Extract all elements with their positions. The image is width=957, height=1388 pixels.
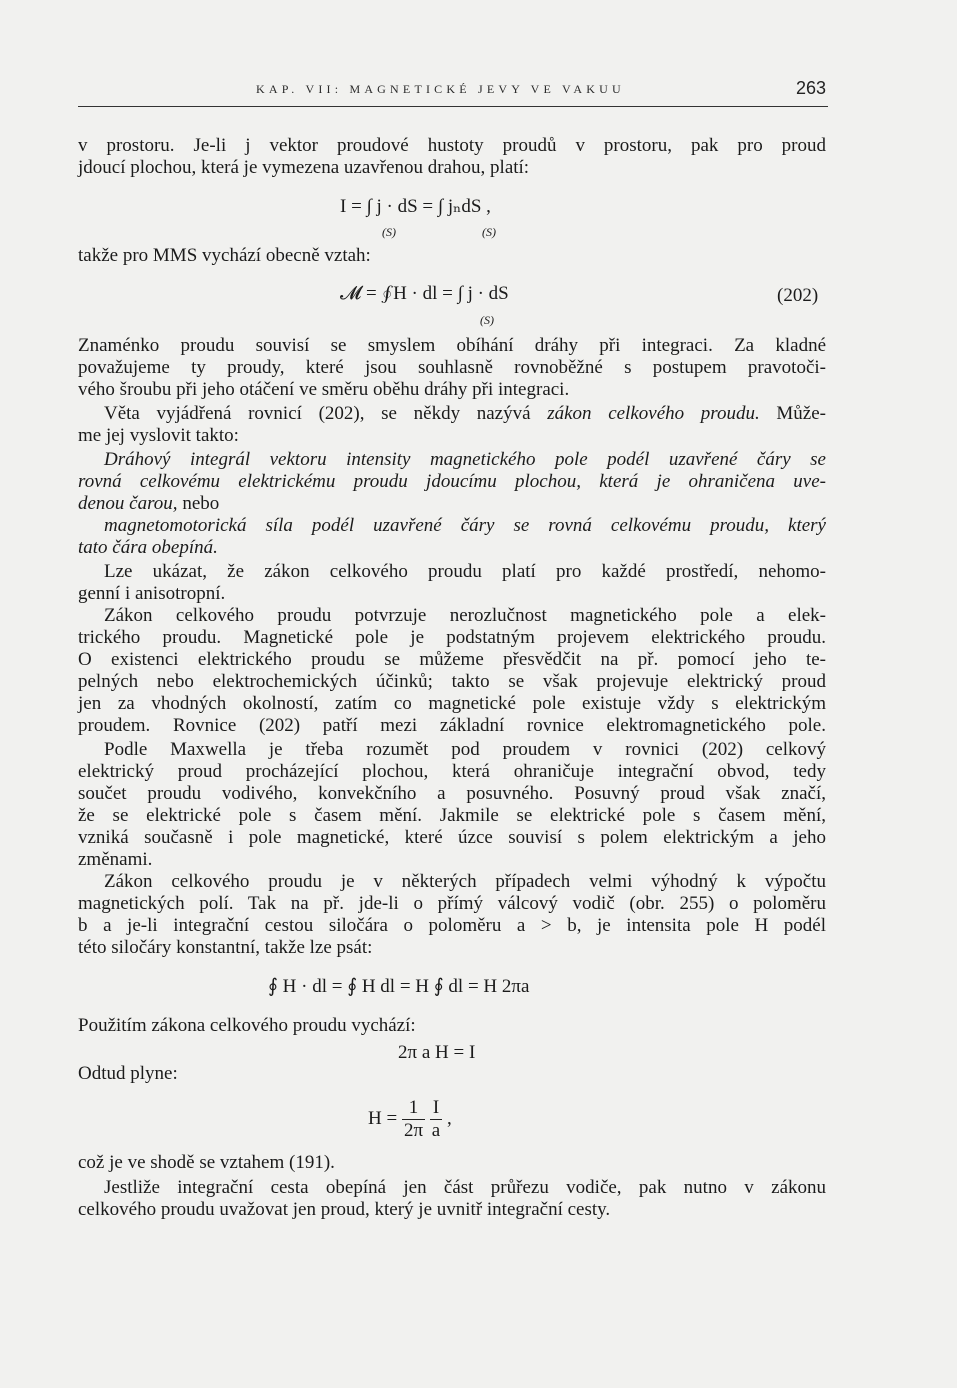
equation-subscript: (S) xyxy=(480,313,494,327)
text-line: vého šroubu při jeho otáčení ve směru oběhu dráhy při integraci. xyxy=(78,379,570,400)
text-line: magnetických polí. Tak na př. jde-li o přímý válcový vodič (obr. 255) o poloměru xyxy=(78,893,826,914)
equation-lhs: H = xyxy=(368,1107,398,1129)
equation-field-strength xyxy=(368,1097,452,1142)
text-span: nebo xyxy=(177,493,220,514)
equation-current-surface: I = ∫ j · dS = ∫ jₙdS , xyxy=(340,196,491,217)
text-line: jen za vhodných okolností, zatím co magnetické pole existuje vždy s elektrickým xyxy=(78,693,826,714)
numerator: 1 xyxy=(402,1097,425,1120)
fraction xyxy=(430,1097,442,1142)
text-line: součet proudu vodivého, konvekčního a posuvného. Posuvný proud však značí, xyxy=(78,783,826,804)
text-line: vzniká současně i pole magnetické, které úzce souvisí s polem elektrickým a jeho xyxy=(78,827,826,848)
page-header xyxy=(78,78,828,107)
text-line: Podle Maxwella je třeba rozumět pod proudem v rovnici (202) celkový xyxy=(104,739,826,760)
text-line: jdoucí plochou, která je vymezena uzavřenou drahou, platí: xyxy=(78,157,530,178)
equation-subscript: (S) xyxy=(382,225,396,239)
text-line: považujeme ty proudy, které jsou souhlasně rovnoběžné s postupem pravotoči- xyxy=(78,357,826,378)
text-line: Zákon celkového proudu potvrzuje nerozlučnost magnetického pole a elek- xyxy=(104,605,826,626)
equation-punctuation: , xyxy=(446,1107,452,1129)
denominator: a xyxy=(431,1120,441,1141)
law-statement: Dráhový integrál vektoru intensity magnetického pole podél uzavřené čáry se xyxy=(104,449,826,470)
text-line: trického proudu. Magnetické pole je podstatným projevem elektrického proudu. xyxy=(78,627,826,648)
numerator: I xyxy=(430,1097,442,1120)
text-line: Znaménko proudu souvisí se smyslem obíhání dráhy při integraci. Za kladné xyxy=(78,335,826,356)
running-head: KAP. VII: MAGNETICKÉ JEVY VE VAKUU xyxy=(256,82,625,96)
text-line: Jestliže integrační cesta obepíná jen část průřezu vodiče, pak nutno v zákonu xyxy=(104,1177,826,1198)
law-statement: denou čarou, xyxy=(78,493,178,514)
equation-202: 𝓜 = ∮H · dl = ∫ j · dS xyxy=(340,283,509,304)
text-line: me jej vyslovit takto: xyxy=(78,425,239,446)
text-line: pelných nebo elektrochemických účinků; takto se však projevuje elektrický proud xyxy=(78,671,826,692)
text-span: Může- xyxy=(759,403,826,424)
fraction xyxy=(402,1097,425,1142)
text-line: proudem. Rovnice (202) patří mezi základní rovnice elektromagnetického pole. xyxy=(78,715,826,736)
text-line xyxy=(104,403,826,424)
equation-subscript: (S) xyxy=(482,225,496,239)
text-line: Odtud plyne: xyxy=(78,1063,178,1084)
text-line: změnami. xyxy=(78,849,153,870)
text-line: že se elektrické pole s časem mění. Jakmile se elektrické pole s časem mění, xyxy=(78,805,826,826)
text-line: této siločáry konstantní, takže lze psát: xyxy=(78,937,373,958)
denominator: 2π xyxy=(403,1120,424,1141)
text-line: Použitím zákona celkového proudu vychází: xyxy=(78,1015,416,1036)
text-line: v prostoru. Je-li j vektor proudové hustoty proudů v prostoru, pak pro proud xyxy=(78,135,826,156)
text-line: genní i anisotropní. xyxy=(78,583,226,604)
text-line xyxy=(78,493,826,514)
law-statement: magnetomotorická síla podél uzavřené čáry se rovná celkovému proudu, který xyxy=(104,515,826,536)
text-line: takže pro MMS vychází obecně vztah: xyxy=(78,245,371,266)
text-line: b a je-li integrační cestou siločára o poloměru a > b, je intensita pole H podél xyxy=(78,915,826,936)
page-number: 263 xyxy=(795,78,826,98)
text-line: O existenci elektrického proudu se můžeme přesvědčit na př. pomocí jeho te- xyxy=(78,649,826,670)
text-line: elektrický proud procházející plochou, která ohraničuje integrační obvod, tedy xyxy=(78,761,826,782)
text-line: Lze ukázat, že zákon celkového proudu platí pro každé prostředí, nehomo- xyxy=(104,561,826,582)
law-name: zákon celkového proudu. xyxy=(547,403,760,424)
text-line: což je ve shodě se vztahem (191). xyxy=(78,1152,335,1173)
law-statement: rovná celkovému elektrickému proudu jdoucímu plochou, která je ohraničena uve- xyxy=(78,471,826,492)
equation-number: (202) xyxy=(777,285,819,306)
law-statement: tato čára obepíná. xyxy=(78,537,218,558)
equation-ampere: 2π a H = I xyxy=(398,1042,476,1063)
text-span: Věta vyjádřená rovnicí (202), se někdy nazývá xyxy=(104,403,548,424)
text-line: Zákon celkového proudu je v některých případech velmi výhodný k výpočtu xyxy=(104,871,826,892)
equation-line-integral: ∮ H · dl = ∮ H dl = H ∮ dl = H 2πa xyxy=(268,976,530,997)
text-line: celkového proudu uvažovat jen proud, který je uvnitř integrační cesty. xyxy=(78,1199,611,1220)
